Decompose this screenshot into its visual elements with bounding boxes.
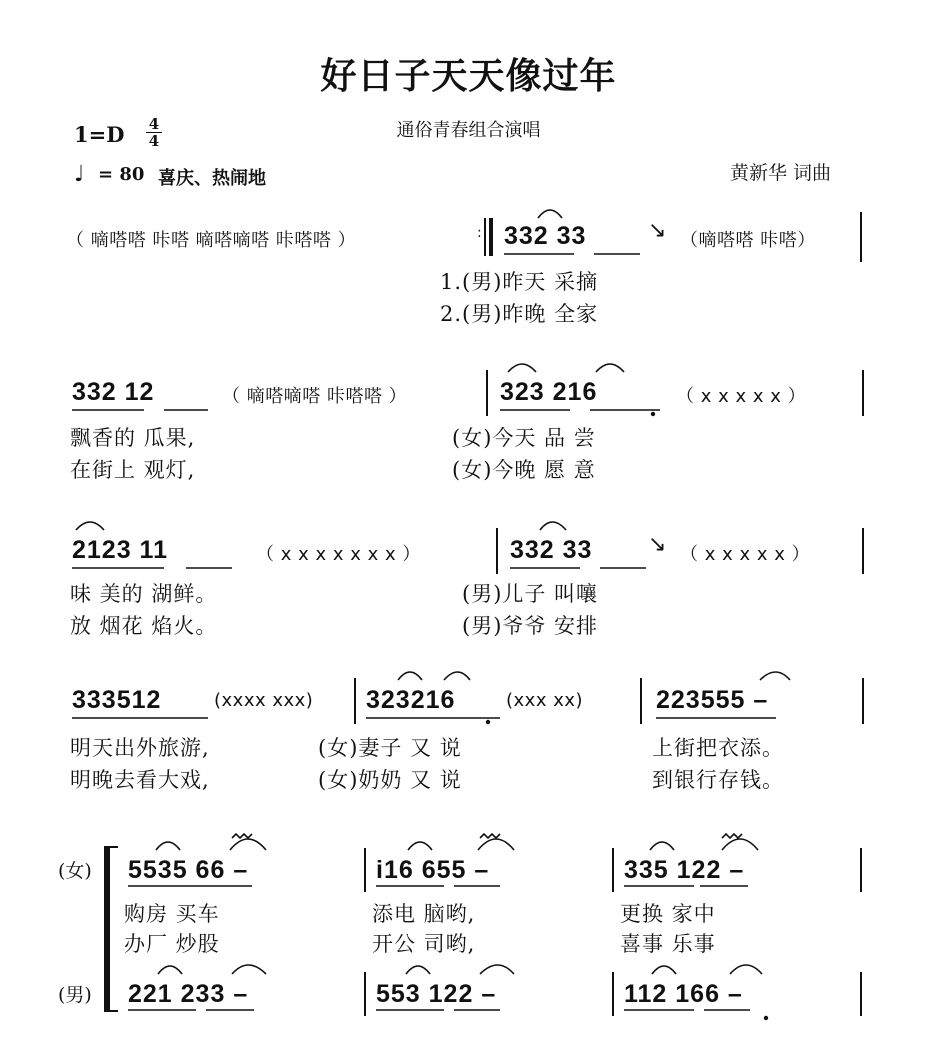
slur bbox=[398, 672, 422, 680]
row5-lyric-verse2-m2: 开公 司哟, bbox=[372, 932, 476, 956]
mordent bbox=[480, 834, 500, 838]
slur bbox=[650, 842, 674, 850]
slur bbox=[76, 522, 104, 530]
expression-marking: 喜庆、热闹地 bbox=[158, 168, 266, 189]
row3-onomatopoeia-a: （ x x x x x x x ） bbox=[256, 544, 421, 565]
row5-lyric-verse1-m1: 购房 买车 bbox=[124, 902, 220, 926]
female-measure-2: i16 655 – bbox=[376, 856, 490, 884]
row2-onomatopoeia-b: （ x x x x x ） bbox=[676, 386, 807, 407]
row3-notes-b: 332 33 bbox=[510, 536, 593, 564]
row4-lyric-verse1-a: 明天出外旅游, bbox=[70, 736, 210, 760]
slur bbox=[722, 839, 758, 850]
row4-onomatopoeia-b: (xxx xx) bbox=[506, 690, 584, 711]
key-signature: 1=D bbox=[74, 122, 125, 147]
row4-lyric-verse1-b: (女)妻子 又 说 bbox=[318, 736, 462, 760]
row4-lyric-verse2-a: 明晚去看大戏, bbox=[70, 768, 210, 792]
row4-lyric-verse2-b: (女)奶奶 又 说 bbox=[318, 768, 462, 792]
octave-dot bbox=[764, 1016, 768, 1020]
row3-onomatopoeia-b: （ x x x x x ） bbox=[680, 544, 811, 565]
male-part-label: (男) bbox=[58, 984, 92, 1006]
row3-notes-a: 2123 11 bbox=[72, 536, 168, 564]
female-measure-3: 335 122 – bbox=[624, 856, 745, 884]
slur bbox=[596, 364, 624, 372]
quarter-note-icon: ♩ bbox=[74, 161, 85, 187]
slur bbox=[406, 966, 430, 974]
slur bbox=[540, 522, 566, 530]
row4-notes-b: 323216 bbox=[366, 686, 456, 714]
slur bbox=[480, 965, 514, 974]
tempo-marking: = 80 bbox=[98, 164, 145, 185]
row5-lyric-verse2-m3: 喜事 乐事 bbox=[620, 932, 716, 956]
time-sig-top: 4 bbox=[148, 115, 160, 133]
row4-lyric-verse2-c: 到银行存钱。 bbox=[652, 768, 784, 792]
female-part-label: (女) bbox=[58, 860, 92, 882]
row5-lyric-verse1-m3: 更换 家中 bbox=[620, 902, 716, 926]
row1-lyric-verse1: 1.(男)昨天 采摘 bbox=[440, 270, 599, 294]
octave-dot bbox=[486, 720, 490, 724]
row1-notes: 332 33 bbox=[504, 222, 587, 250]
row2-lyric-verse2-b: (女)今晚 愿 意 bbox=[452, 458, 596, 482]
slur bbox=[232, 965, 266, 974]
slur bbox=[230, 839, 266, 850]
song-title: 好日子天天像过年 bbox=[320, 56, 617, 97]
row3-lyric-verse2-b: (男)爷爷 安排 bbox=[462, 614, 599, 638]
intro-onomatopoeia: （ 嘀嗒嗒 咔嗒 嘀嗒嘀嗒 咔嗒嗒 ） bbox=[66, 230, 357, 251]
row3-lyric-verse2-a: 放 烟花 焰火。 bbox=[70, 614, 218, 638]
composer-credit: 黄新华 词曲 bbox=[730, 162, 832, 184]
time-sig-bottom: 4 bbox=[146, 132, 162, 149]
slur bbox=[730, 965, 762, 974]
octave-dot bbox=[651, 412, 655, 416]
slur bbox=[408, 842, 432, 850]
slur bbox=[478, 839, 514, 850]
row5-lyric-verse1-m2: 添电 脑哟, bbox=[372, 902, 476, 926]
slur bbox=[156, 842, 180, 850]
row2-lyric-verse1-b: (女)今天 品 尝 bbox=[452, 426, 596, 450]
slur bbox=[652, 966, 676, 974]
row2-notes-a: 332 12 bbox=[72, 378, 155, 406]
row2-lyric-verse2-a: 在街上 观灯, bbox=[70, 458, 196, 482]
row1-lyric-verse2: 2.(男)昨晚 全家 bbox=[440, 302, 599, 326]
male-measure-1: 221 233 – bbox=[128, 980, 249, 1008]
row2-lyric-verse1-a: 飘香的 瓜果, bbox=[70, 426, 196, 450]
performer-credit: 通俗青春组合演唱 bbox=[396, 120, 541, 141]
slur bbox=[444, 672, 470, 680]
row4-lyric-verse1-c: 上街把衣添。 bbox=[652, 736, 784, 760]
male-measure-3: 112 166 – bbox=[624, 980, 743, 1008]
slide-arrow-icon: ↘ bbox=[648, 532, 667, 557]
row2-notes-b: 323 216 bbox=[500, 378, 598, 406]
row3-lyric-verse1-a: 味 美的 湖鲜。 bbox=[70, 582, 218, 606]
row3-lyric-verse1-b: (男)儿子 叫嚷 bbox=[462, 582, 599, 606]
slide-arrow-icon: ↘ bbox=[648, 218, 667, 243]
slur bbox=[538, 210, 562, 218]
slur bbox=[508, 364, 536, 372]
row2-onomatopoeia-a: （ 嘀嗒嘀嗒 咔嗒嗒 ） bbox=[222, 386, 408, 407]
slur bbox=[760, 672, 790, 680]
slur bbox=[158, 966, 182, 974]
row1-tail-onomatopoeia: （嘀嗒嗒 咔嗒） bbox=[680, 230, 816, 251]
mordent bbox=[722, 834, 742, 838]
row4-notes-c: 223555 – bbox=[656, 686, 769, 714]
mordent bbox=[232, 834, 252, 838]
row4-notes-a: 333512 bbox=[72, 686, 162, 714]
row5-lyric-verse2-m1: 办厂 炒股 bbox=[124, 932, 220, 956]
female-measure-1: 5535 66 – bbox=[128, 856, 249, 884]
row4-onomatopoeia-a: (xxxx xxx) bbox=[214, 690, 314, 711]
male-measure-2: 553 122 – bbox=[376, 980, 497, 1008]
